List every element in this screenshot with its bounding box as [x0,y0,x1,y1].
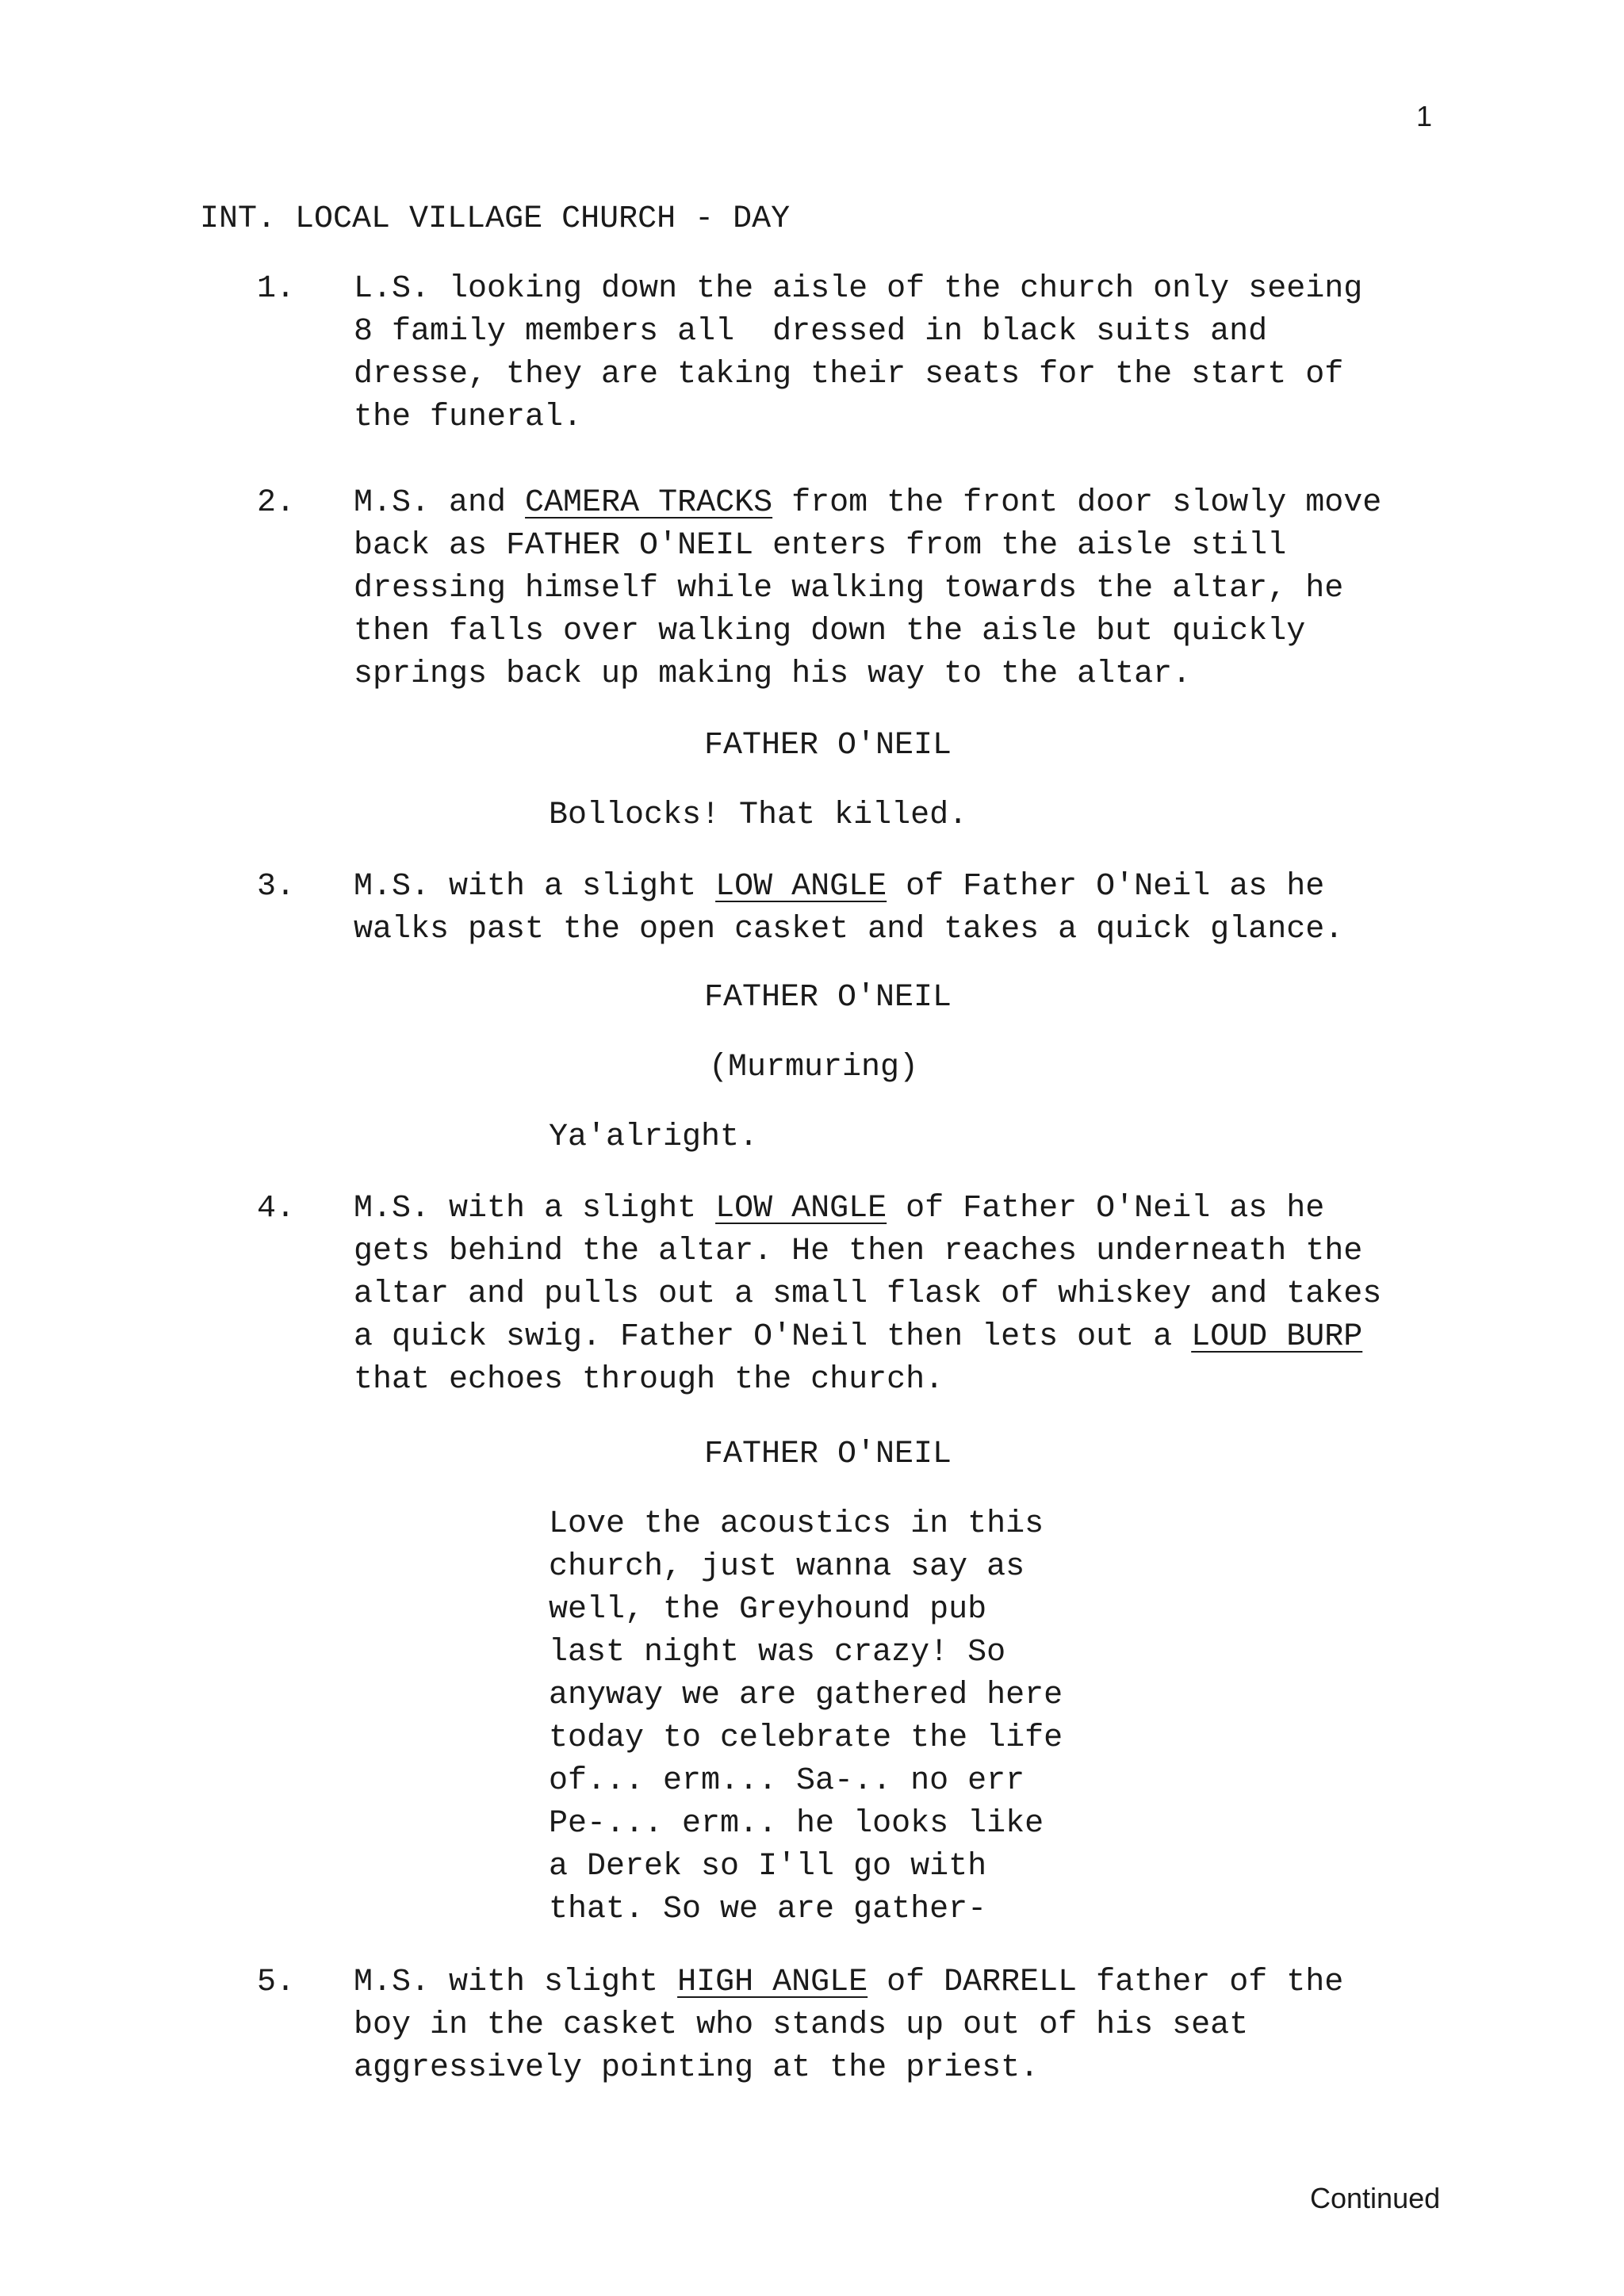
dialogue [549,794,1104,837]
shot-line [354,268,1511,311]
shot-line [354,1273,1511,1316]
text-segment: from the front door slowly move [772,485,1382,521]
shot-line [354,610,1511,653]
text-segment: L.S. looking down the aisle of the church only seeing [354,271,1363,307]
dialogue [549,1503,1104,1931]
dialogue-line: Love the acoustics in this [549,1506,1044,1542]
dialogue-line: of... erm... Sa-.. no err [549,1763,1025,1799]
shot-line [354,525,1511,568]
text-segment: dressing himself while walking towards the altar, he [354,571,1344,607]
shot-line [354,1188,1511,1230]
character-name: FATHER O'NEIL [704,1437,952,1472]
shot-line [354,482,1511,525]
shot-line [354,1316,1511,1359]
underlined-direction: HIGH ANGLE [677,1965,868,2000]
continued-label: Continued [1310,2182,1441,2214]
page-number: 1 [1416,100,1433,132]
shot-line [354,311,1511,354]
shot-line [354,1230,1511,1273]
shot-description [354,866,1511,951]
underlined-direction: LOUD BURP [1191,1319,1363,1355]
shot-line [354,396,1511,439]
shot-number: 4. [257,1191,296,1226]
text-segment: dresse, they are taking their seats for the start of [354,357,1344,392]
text-segment: then falls over walking down the aisle but quickly [354,614,1306,649]
dialogue-line: today to celebrate the life [549,1720,1063,1756]
underlined-direction: LOW ANGLE [715,1191,887,1226]
character-name: FATHER O'NEIL [704,728,952,763]
dialogue-line: last night was crazy! So [549,1635,1006,1670]
text-segment: that echoes through the church. [354,1362,944,1398]
text-segment: walks past the open casket and takes a quick glance. [354,912,1344,947]
shot-line [354,1359,1511,1402]
underlined-direction: CAMERA TRACKS [525,485,773,521]
text-segment: M.S. with slight [354,1965,678,2000]
underlined-direction: LOW ANGLE [715,869,887,905]
text-segment: springs back up making his way to the altar. [354,656,1192,692]
shot-description [354,482,1511,696]
shot-line [354,2004,1511,2047]
shot-number: 5. [257,1965,296,2000]
text-segment: aggressively pointing at the priest. [354,2050,1040,2086]
dialogue-line: a Derek so I'll go with [549,1849,987,1885]
shot-description [354,1961,1511,2090]
dialogue-line: Bollocks! That killed. [549,798,968,833]
text-segment: boy in the casket who stands up out of his seat [354,2007,1249,2043]
dialogue-line: well, the Greyhound pub [549,1592,987,1628]
dialogue-line: that. So we are gather- [549,1892,987,1927]
text-segment: altar and pulls out a small flask of whiskey and takes [354,1276,1382,1312]
shot-description [354,1188,1511,1402]
text-segment: back as FATHER O'NEIL enters from the aisle still [354,528,1287,564]
shot-number: 1. [257,271,296,307]
text-segment: M.S. and [354,485,526,521]
shot-line [354,1961,1511,2004]
text-segment: of Father O'Neil as he [887,1191,1325,1226]
dialogue-line: church, just wanna say as [549,1549,1025,1585]
dialogue-line: anyway we are gathered here [549,1678,1063,1713]
dialogue [549,1116,1104,1159]
shot-line [354,653,1511,696]
shot-line [354,568,1511,610]
shot-line [354,354,1511,396]
shot-description [354,268,1511,439]
shot-number: 2. [257,485,296,521]
text-segment: M.S. with a slight [354,869,716,905]
shot-line [354,2047,1511,2090]
text-segment: a quick swig. Father O'Neil then lets out a [354,1319,1192,1355]
character-name: FATHER O'NEIL [704,980,952,1016]
shot-number: 3. [257,869,296,905]
shot-line [354,866,1511,909]
text-segment: of DARRELL father of the [868,1965,1344,2000]
shot-line [354,909,1511,951]
text-segment: M.S. with a slight [354,1191,716,1226]
parenthetical: (Murmuring) [709,1050,919,1085]
text-segment: the funeral. [354,400,583,435]
text-segment: 8 family members all dressed in black suits and [354,314,1268,350]
dialogue-line: Ya'alright. [549,1119,759,1155]
dialogue-line: Pe-... erm.. he looks like [549,1806,1044,1842]
scene-heading: INT. LOCAL VILLAGE CHURCH - DAY [200,201,791,237]
text-segment: gets behind the altar. He then reaches underneath the [354,1234,1363,1269]
text-segment: of Father O'Neil as he [887,869,1325,905]
